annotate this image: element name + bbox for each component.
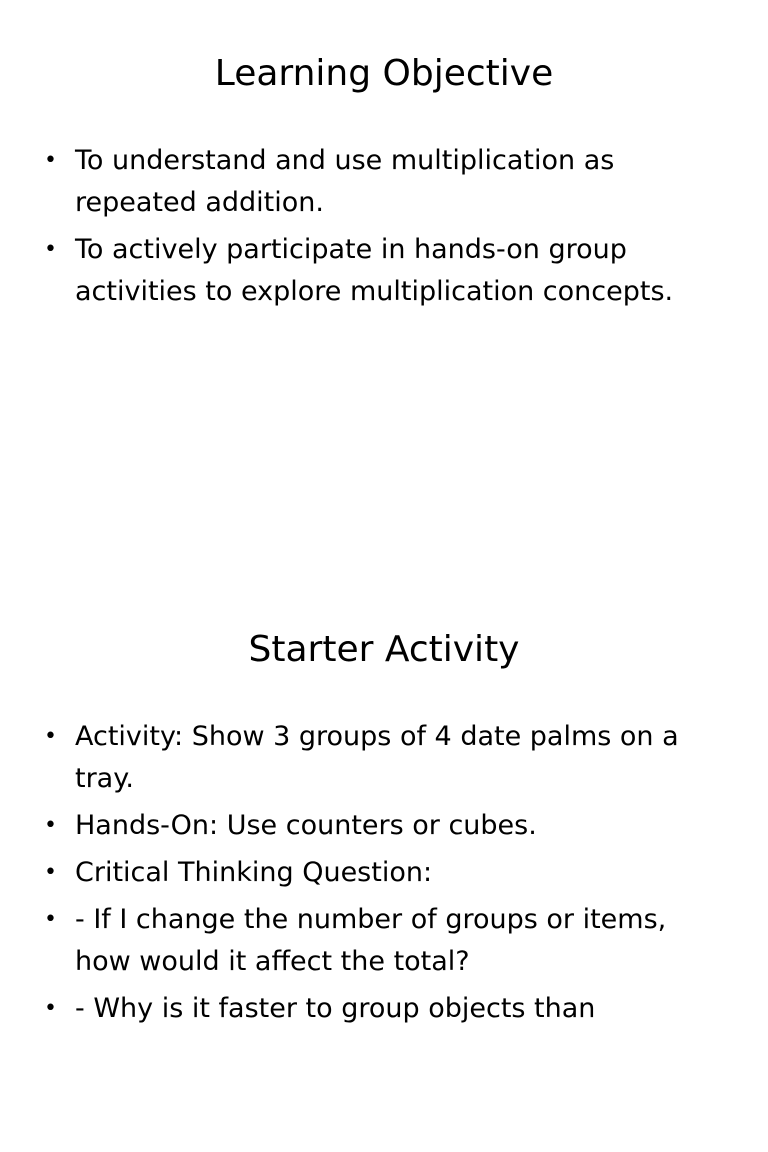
bullet-text: Critical Thinking Question: [75, 857, 433, 888]
bullet-icon: • [44, 860, 57, 885]
bullet-text: Hands-On: Use counters or cubes. [75, 810, 537, 841]
bullet-text: Activity: Show 3 groups of 4 date palms on a tray. [75, 721, 679, 794]
bullet-text: - Why is it faster to group objects than [75, 993, 596, 1024]
bullet-text: To understand and use multiplication as repeated addition. [75, 145, 615, 218]
bullet-item [44, 852, 704, 894]
bullet-text: - If I change the number of groups or items, how would it affect the total? [75, 904, 667, 977]
bullet-list [44, 140, 704, 318]
bullet-icon: • [44, 996, 57, 1021]
bullet-item [44, 805, 704, 847]
bullet-icon: • [44, 724, 57, 749]
bullet-icon: • [44, 907, 57, 932]
bullet-icon: • [44, 148, 57, 173]
bullet-item [44, 140, 704, 224]
slide-starter-activity [0, 576, 768, 1152]
bullet-icon: • [44, 813, 57, 838]
bullet-list [44, 716, 704, 1035]
bullet-item [44, 716, 704, 800]
bullet-item [44, 899, 704, 983]
bullet-text: To actively participate in hands-on group activities to explore multiplication concepts. [75, 234, 674, 307]
bullet-icon: • [44, 237, 57, 262]
bullet-item [44, 229, 704, 313]
slide-title: Learning Objective [214, 53, 554, 94]
slide-title: Starter Activity [248, 629, 520, 670]
